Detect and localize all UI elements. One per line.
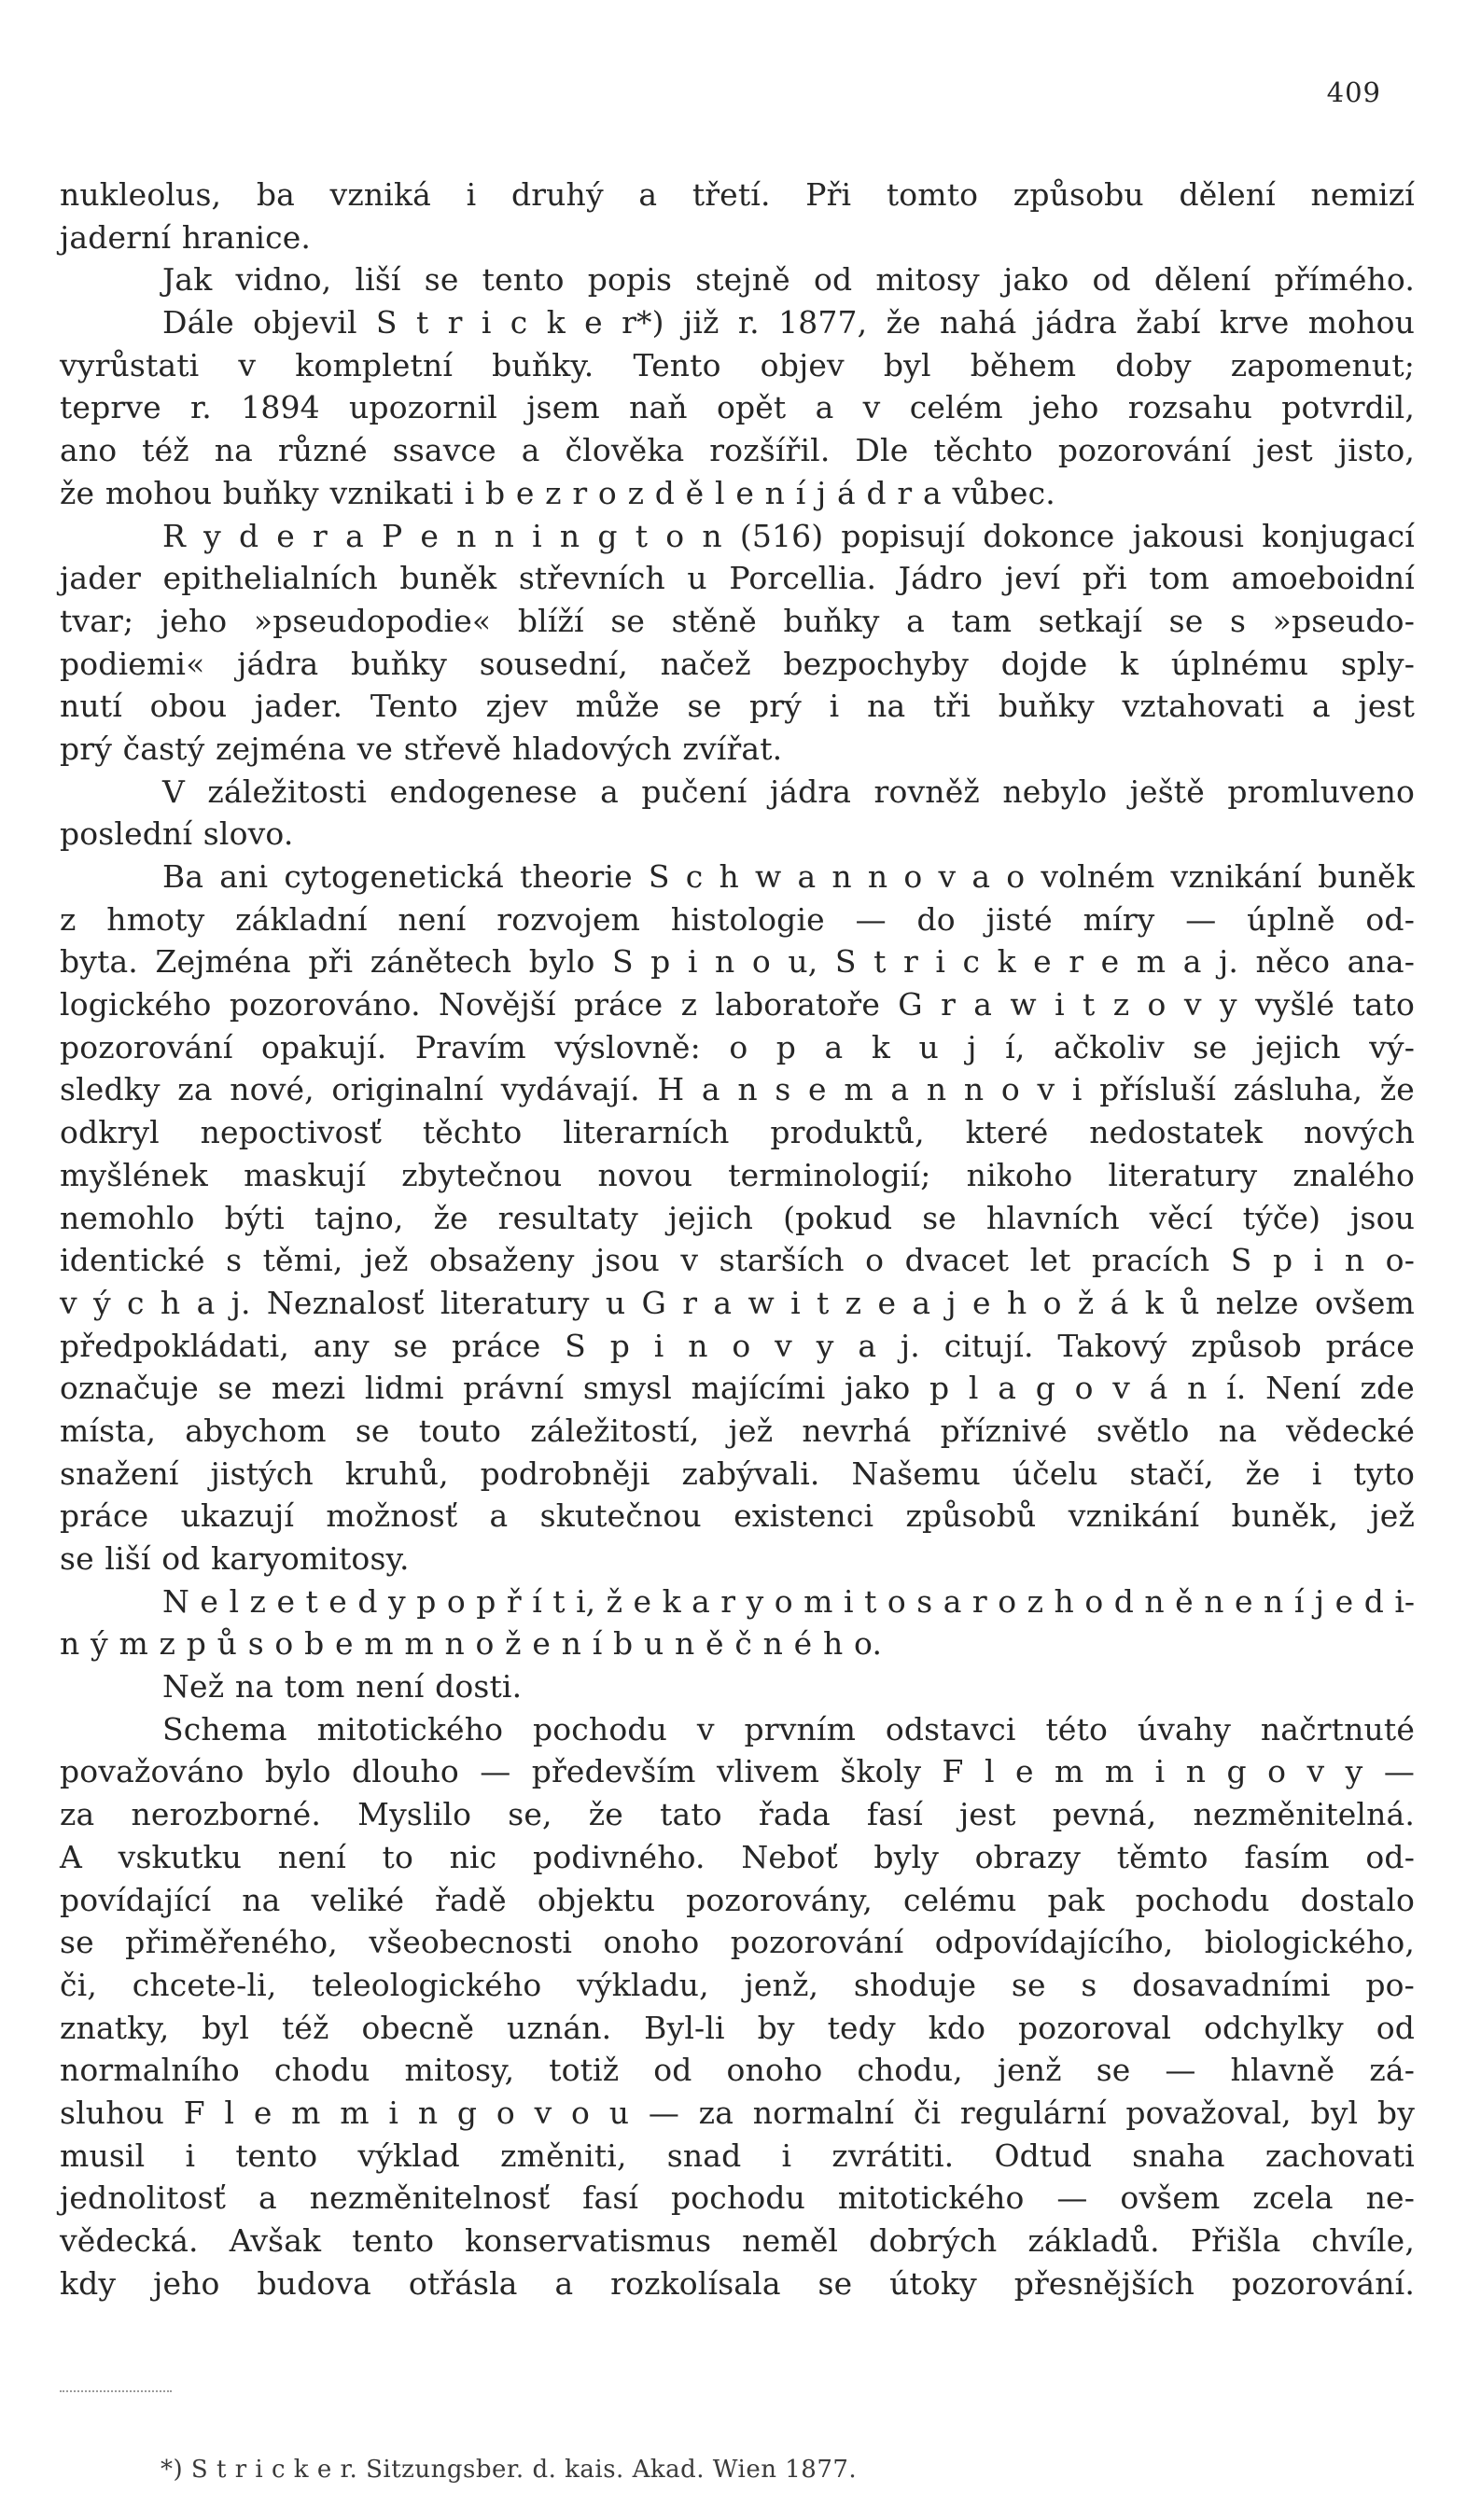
text-line: za nerozborné. Myslilo se, že tato řada fasí jest pevná, nezměnitelná. (60, 1796, 1415, 1833)
text-line: se přiměřeného, všeobecnosti onoho pozorování odpovídajícího, biologického, (60, 1924, 1415, 1961)
body-text (60, 174, 1415, 2304)
text-line: Dále objevil S t r i c k e r*) již r. 1877, že nahá jádra žabí krve mohou (162, 304, 1415, 341)
text-line: Ba ani cytogenetická theorie S c h w a n n o v a o volném vznikání buněk (162, 858, 1415, 895)
text-line: n ý m z p ů s o b e m m n o ž e n í b u n ě č n é h o. (60, 1625, 883, 1663)
text-line: ano též na různé ssavce a člověka rozšířil. Dle těchto pozorování jest jisto, (60, 432, 1415, 469)
text-line: R y d e r a P e n n i n g t o n (516) popisují dokonce jakousi konjugací (162, 517, 1415, 554)
text-line: nutí obou jader. Tento zjev může se prý i na tři buňky vztahovati a jest (60, 688, 1415, 725)
text-line: podiemi« jádra buňky sousední, načež bezpochyby dojde k úplnému sply- (60, 645, 1415, 682)
text-line: Jak vidno, liší se tento popis stejně od mitosy jako od dělení přímého. (162, 261, 1415, 299)
text-line: jaderní hranice. (60, 218, 312, 256)
text-line: jednolitosť a nezměnitelnosť fasí pochodu mitotického — ovšem zcela ne- (60, 2179, 1415, 2217)
text-line: normalního chodu mitosy, totiž od onoho chodu, jenž se — hlavně zá- (60, 2052, 1415, 2089)
text-line: N e l z e t e d y p o p ř í t i, ž e k a r y o m i t o s a r o z h o d n ě n e n í j e d i- (162, 1582, 1415, 1620)
text-line: označuje se mezi lidmi právní smysl majícími jako p l a g o v á n í. Není zde (60, 1370, 1415, 1407)
text-line: místa, abychom se touto záležitostí, jež nevrhá příznivé světlo na vědecké (60, 1412, 1415, 1449)
text-line: z hmoty základní není rozvojem histologie — do jisté míry — úplně od- (60, 900, 1415, 938)
text-line: jader epithelialních buněk střevních u Porcellia. Jádro jeví při tom amoeboidní (60, 560, 1415, 597)
text-line: tvar; jeho »pseudopodie« blíží se stěně buňky a tam setkají se s »pseudo- (60, 602, 1415, 639)
text-line: sledky za nové, originalní vydávají. H a n s e m a n n o v i přísluší zásluha, že (60, 1071, 1415, 1108)
text-line: vyrůstati v kompletní buňky. Tento objev byl během doby zapomenut; (60, 346, 1415, 383)
text-line: v ý c h a j. Neznalosť literatury u G r a w i t z e a j e h o ž á k ů nelze ovšem (60, 1284, 1415, 1321)
text-line: že mohou buňky vznikati i b e z r o z d ě l e n í j á d r a vůbec. (60, 474, 1055, 511)
text-line: či, chcete-li, teleologického výkladu, jenž, shoduje se s dosavadními po- (60, 1966, 1415, 2003)
text-line: sluhou F l e m m i n g o v o u — za normalní či regulární považoval, byl by (60, 2094, 1415, 2131)
text-line: prý častý zejména ve střevě hladových zvířat. (60, 730, 783, 767)
text-line: kdy jeho budova otřásla a rozkolísala se útoky přesnějších pozorování. (60, 2264, 1415, 2302)
footnote-divider (60, 2390, 172, 2392)
text-line: poslední slovo. (60, 815, 294, 853)
text-line: práce ukazují možnosť a skutečnou existenci způsobů vznikání buněk, jež (60, 1497, 1415, 1535)
text-line: Než na tom není dosti. (162, 1668, 523, 1706)
text-line: nukleolus, ba vzniká i druhý a třetí. Při tomto způsobu dělení nemizí (60, 176, 1415, 213)
text-line: myšlének maskují zbytečnou novou terminologií; nikoho literatury znalého (60, 1156, 1415, 1193)
text-line: pozorování opakují. Pravím výslovně: o p a k u j í, ačkoliv se jejich vý- (60, 1028, 1415, 1065)
text-line: byta. Zejména při zánětech bylo S p i n o u, S t r i c k e r e m a j. něco ana- (60, 943, 1415, 981)
text-line: identické s těmi, jež obsaženy jsou v starších o dvacet let pracích S p i n o- (60, 1242, 1415, 1279)
text-line: nemohlo býti tajno, že resultaty jejich (pokud se hlavních věcí týče) jsou (60, 1199, 1415, 1236)
text-line: se liší od karyomitosy. (60, 1540, 410, 1577)
text-line: považováno bylo dlouho — především vlivem školy F l e m m i n g o v y — (60, 1753, 1415, 1790)
text-line: povídající na veliké řadě objektu pozorovány, celému pak pochodu dostalo (60, 1881, 1415, 1918)
text-line: V záležitosti endogenese a pučení jádra rovněž nebylo ještě promluveno (162, 773, 1415, 810)
text-line: teprve r. 1894 upozornil jsem naň opět a v celém jeho rozsahu potvrdil, (60, 389, 1415, 426)
text-line: vědecká. Avšak tento konservatismus neměl dobrých základů. Přišla chvíle, (60, 2222, 1415, 2259)
text-line: odkryl nepoctivosť těchto literarních produktů, které nedostatek nových (60, 1114, 1415, 1151)
text-line: předpokládati, any se práce S p i n o v y a j. citují. Takový způsob práce (60, 1327, 1415, 1364)
text-line: logického pozorováno. Novější práce z laboratoře G r a w i t z o v y vyšlé tato (60, 986, 1415, 1023)
page-number: 409 (1326, 77, 1381, 108)
text-line: musil i tento výklad změniti, snad i zvrátiti. Odtud snaha zachovati (60, 2137, 1415, 2174)
text-line: znatky, byl též obecně uznán. Byl-li by tedy kdo pozoroval odchylky od (60, 2009, 1415, 2046)
text-line: snažení jistých kruhů, podrobněji zabývali. Našemu účelu stačí, že i tyto (60, 1455, 1415, 1492)
text-line: A vskutku není to nic podivného. Neboť byly obrazy těmto fasím od- (60, 1838, 1415, 1875)
text-line: Schema mitotického pochodu v prvním odstavci této úvahy načrtnuté (162, 1710, 1415, 1747)
footnote: *) S t r i c k e r. Sitzungsber. d. kais. Akad. Wien 1877. (161, 2456, 858, 2484)
